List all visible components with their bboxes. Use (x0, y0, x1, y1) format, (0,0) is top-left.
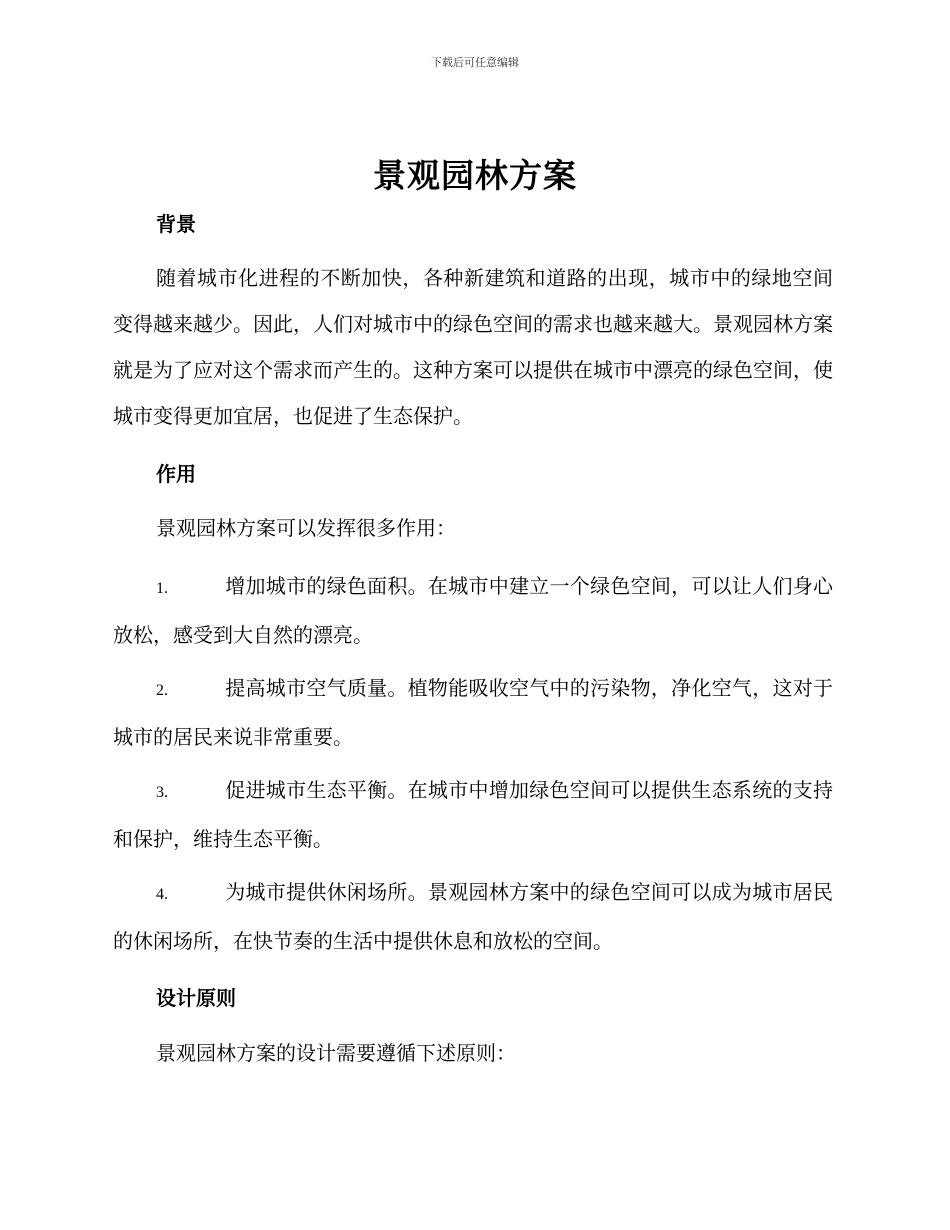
list-item (113, 665, 833, 760)
section-heading-background: 背景 (156, 212, 196, 236)
list-number: 4. (156, 886, 168, 903)
list-number: 2. (156, 682, 168, 699)
header-note: 下载后可任意编辑 (431, 56, 519, 69)
list-text: 增加城市的绿色面积。在城市中建立一个绿色空间，可以让人们身心放松，感受到大自然的漂亮。 (113, 574, 833, 647)
list-item (113, 767, 833, 862)
section-heading-principles: 设计原则 (156, 986, 236, 1010)
background-paragraph: 随着城市化进程的不断加快，各种新建筑和道路的出现，城市中的绿地空间变得越来越少。因此，人们对城市中的绿色空间的需求也越来越大。景观园林方案就是为了应对这个需求而产生的。这种方案可以提供在城市中漂亮的绿色空间，使城市变得更加宜居，也促进了生态保护。 (113, 266, 833, 428)
list-number: 3. (156, 784, 168, 801)
list-number: 1. (156, 580, 168, 597)
list-item (113, 563, 833, 658)
list-item (113, 869, 833, 964)
list-text: 促进城市生态平衡。在城市中增加绿色空间可以提供生态系统的支持和保护，维持生态平衡。 (113, 778, 833, 851)
section-heading-function: 作用 (156, 462, 196, 486)
principles-intro: 景观园林方案的设计需要遵循下述原则： (156, 1041, 516, 1065)
document-title: 景观园林方案 (373, 156, 577, 195)
list-text: 为城市提供休闲场所。景观园林方案中的绿色空间可以成为城市居民的休闲场所，在快节奏的生活中提供休息和放松的空间。 (113, 880, 833, 953)
list-text: 提高城市空气质量。植物能吸收空气中的污染物，净化空气，这对于城市的居民来说非常重要。 (113, 676, 833, 749)
function-intro: 景观园林方案可以发挥很多作用： (156, 516, 456, 540)
